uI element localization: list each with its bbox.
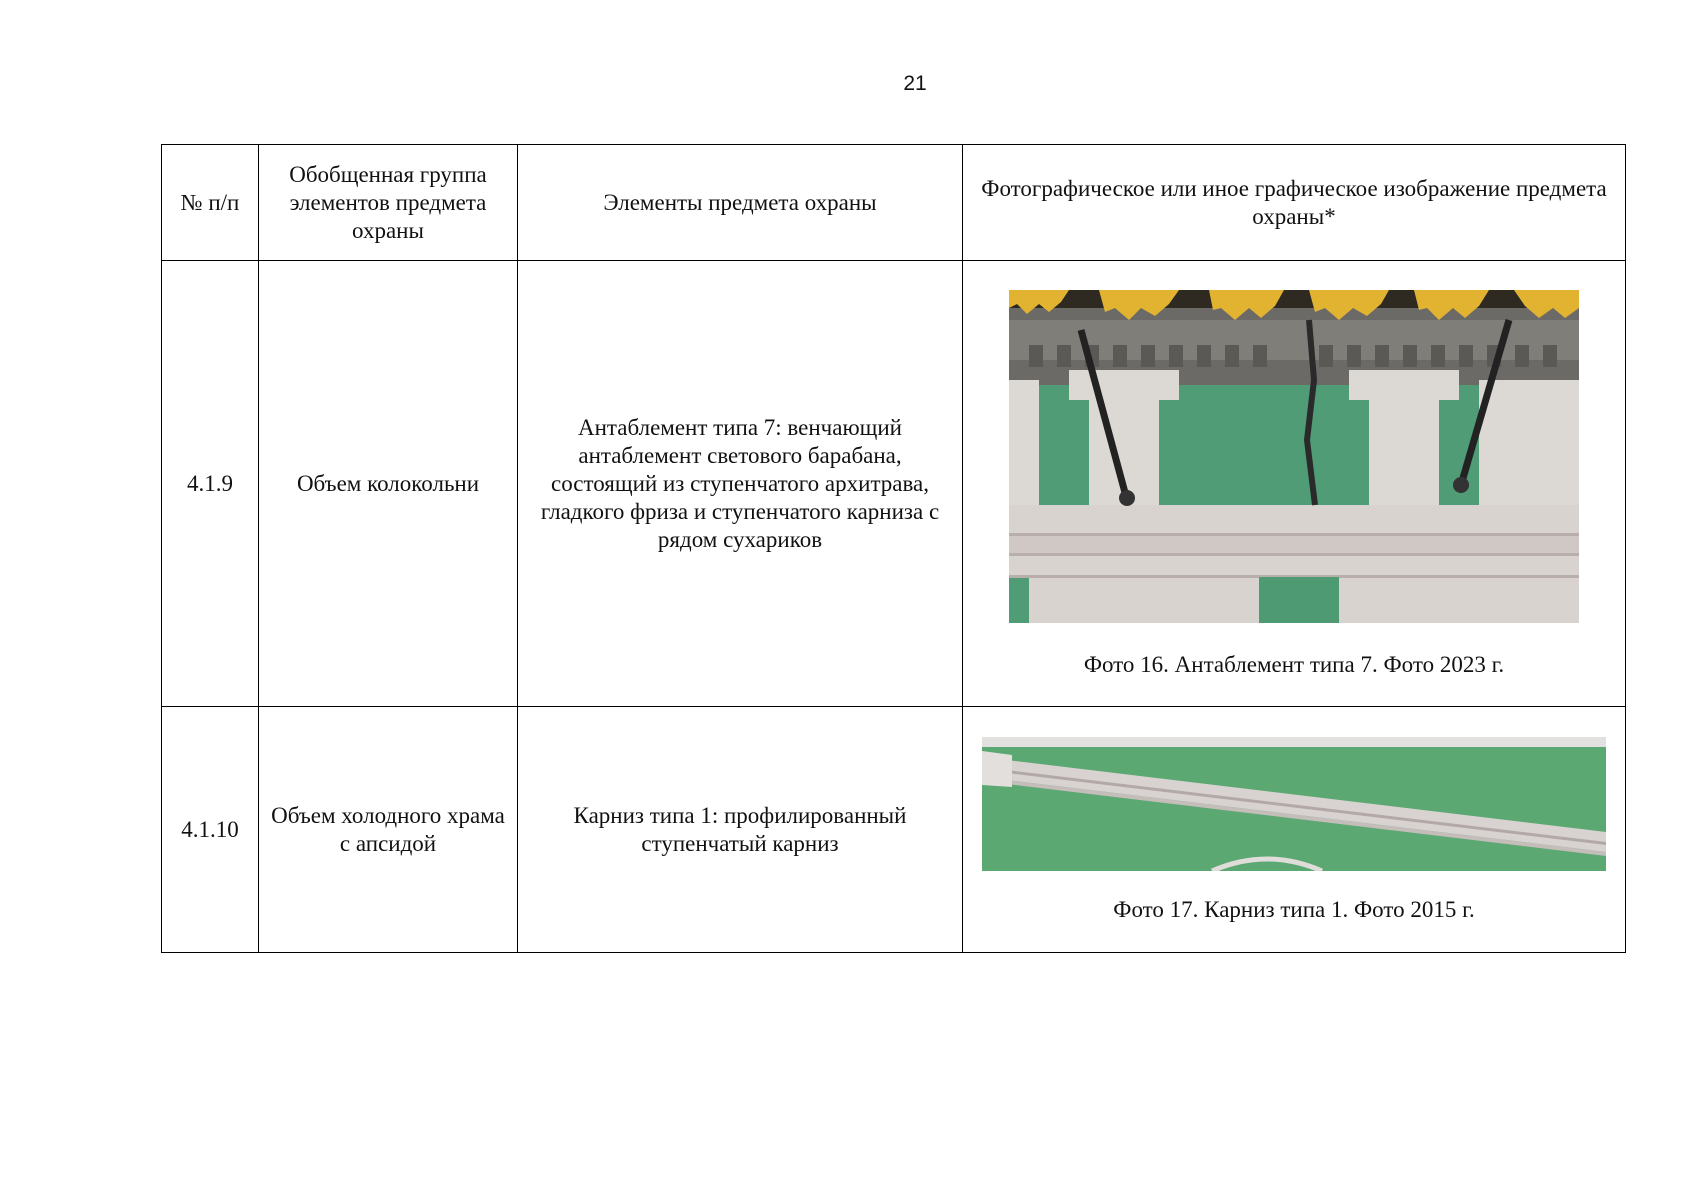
photo-caption: Фото 17. Карниз типа 1. Фото 2015 г.: [1113, 896, 1475, 922]
row-elements: Антаблемент типа 7: венчающий антаблемент светового барабана, состоящий из ступенчатого архитрава, гладкого фриза и ступенчатого карниза с рядом сухариков: [518, 261, 963, 707]
photo-caption: Фото 16. Антаблемент типа 7. Фото 2023 г.: [1083, 651, 1505, 677]
protection-elements-table: [161, 144, 1626, 953]
table-row: [162, 261, 1626, 707]
row-photo-cell: [963, 707, 1626, 953]
row-number: 4.1.9: [162, 261, 259, 707]
page-number: 21: [903, 72, 927, 95]
header-elements: Элементы предмета охраны: [518, 145, 963, 261]
table-header-row: [162, 145, 1626, 261]
row-number: 4.1.10: [162, 707, 259, 953]
row-elements: Карниз типа 1: профилированный ступенчатый карниз: [518, 707, 963, 953]
photo-entablature-type-7: [1009, 290, 1579, 623]
photo-cornice-type-1: [982, 737, 1606, 871]
header-group: Обобщенная группа элементов предмета охраны: [259, 145, 518, 261]
row-photo-cell: [963, 261, 1626, 707]
header-number: № п/п: [162, 145, 259, 261]
header-photo: Фотографическое или иное графическое изображение предмета охраны*: [963, 145, 1626, 261]
row-group: Объем холодного храма с апсидой: [259, 707, 518, 953]
table-row: [162, 707, 1626, 953]
row-group: Объем колокольни: [259, 261, 518, 707]
